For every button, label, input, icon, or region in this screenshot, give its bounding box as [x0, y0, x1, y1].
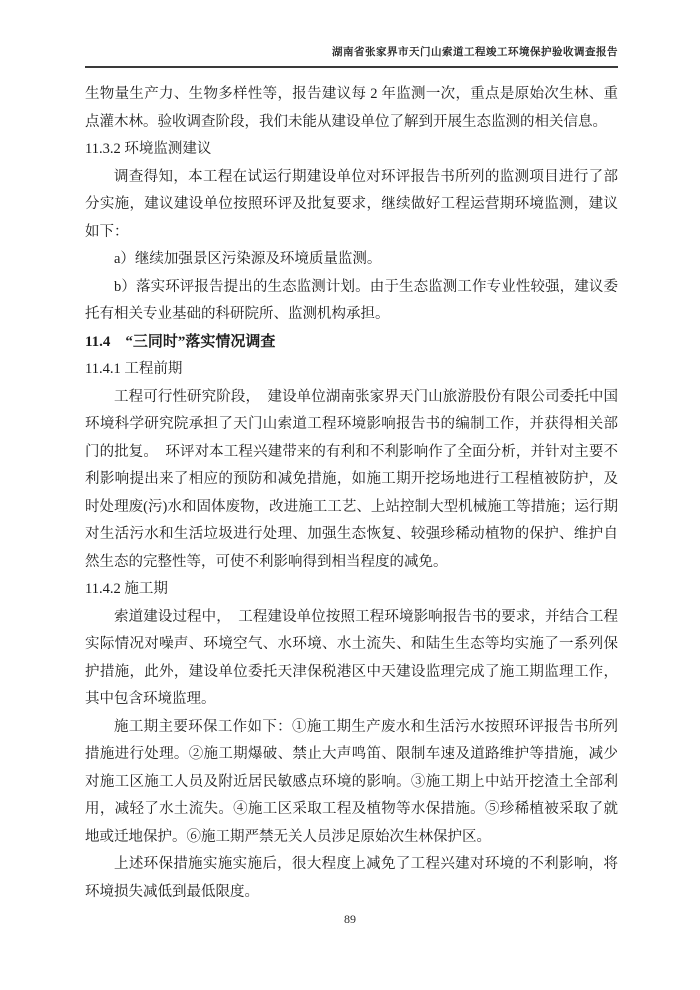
section-heading-11-4-2: 11.4.2 施工期 [85, 581, 168, 597]
paragraph: 施工期主要环保工作如下：①施工期生产废水和生活污水按照环评报告书所列措施进行处理。②施工期爆破、禁止大声鸣笛、限制车速及道路维护等措施，减少对施工区施工人员及附近居民敏感点环境的影响。③施工期上中站开挖渣土全部利用，减轻了水土流失。④施工区采取工程及植物等水保措施。⑤珍稀植被采取了就地或迁地保护。⑥施工期严禁无关人员涉足原始次生林保护区。 [85, 718, 618, 845]
paragraph: 调查得知，本工程在试运行期建设单位对环评报告书所列的监测项目进行了部分实施，建议建设单位按照环评及批复要求，继续做好工程运营期环境监测，建议如下： [85, 168, 618, 240]
page-number: 89 [344, 912, 356, 926]
document-body [85, 68, 618, 906]
paragraph: 工程可行性研究阶段， 建设单位湖南张家界天门山旅游股份有限公司委托中国环境科学研究院承担了天门山索道工程环境影响报告书的编制工作，并获得相关部门的批复。 环评对本工程兴建带来的有利和不利影响作了全面分析，并针对主要不利影响提出来了相应的预防和减免措施，如施工期开挖场地进行工程植被防护，及时处理废(污)水和固体废物，改进施工工艺、上站控制大型机械施工等措施；运行期对生活污水和生活垃圾进行处理、加强生态恢复、较强珍稀动植物的保护、维护自然生态的完整性等，可使不利影响得到相当程度的减免。 [85, 388, 618, 570]
list-item-a: a）继续加强景区污染源及环境质量监测。 [114, 251, 382, 267]
paragraph: 上述环保措施实施实施后，很大程度上减免了工程兴建对环境的不利影响，将环境损失减低到最低限度。 [85, 856, 618, 900]
paragraph-continuation: 生物量生产力、生物多样性等，报告建议每 2 年监测一次，重点是原始次生林、重点灌木林。验收调查阶段，我们未能从建设单位了解到开展生态监测的相关信息。 [85, 86, 618, 130]
section-heading-11-4: 11.4 “三同时”落实情况调查 [85, 333, 276, 350]
section-heading-11-3-2: 11.3.2 环境监测建议 [85, 141, 212, 157]
page-header-title: 湖南省张家界市天门山索道工程竣工环境保护验收调查报告 [85, 44, 618, 68]
list-item-b: b）落实环评报告提出的生态监测计划。由于生态监测工作专业性较强，建议委托有相关专业基础的科研院所、监测机构承担。 [85, 278, 618, 322]
paragraph: 索道建设过程中， 工程建设单位按照工程环境影响报告书的要求，并结合工程实际情况对噪声、环境空气、水环境、水土流失、和陆生生态等均实施了一系列保护措施，此外，建设单位委托天津保税港区中天建设监理完成了施工期监理工作，其中包含环境监理。 [85, 608, 618, 707]
page-content [85, 44, 618, 906]
section-heading-11-4-1: 11.4.1 工程前期 [85, 361, 183, 377]
